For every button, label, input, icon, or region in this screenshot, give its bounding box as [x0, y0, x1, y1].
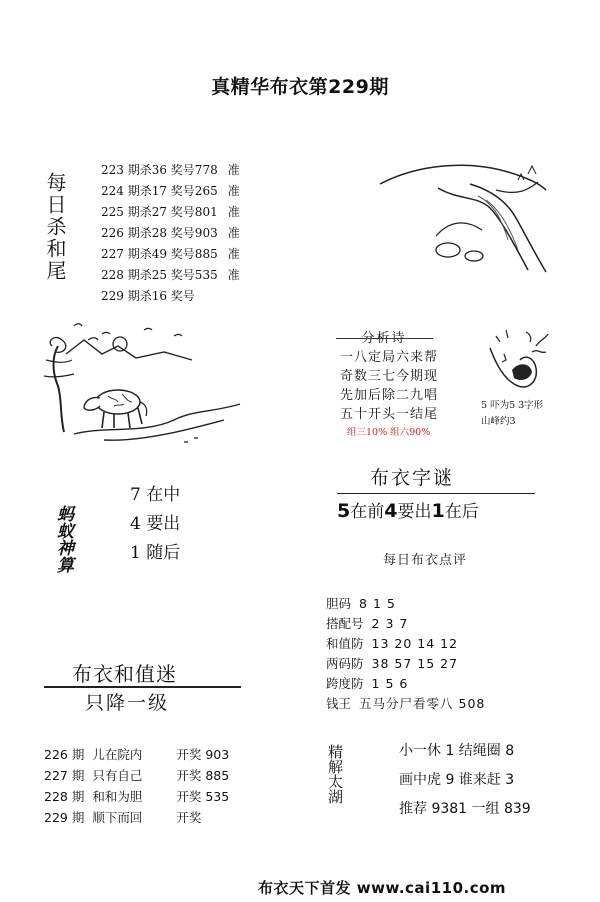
list-item: 224 期杀17 奖号265 准	[101, 184, 240, 198]
daily-review-title: 每日布衣点评	[383, 553, 468, 568]
buffalo-landscape-image	[44, 316, 244, 446]
ant-calc-list	[130, 481, 180, 568]
list-item: 4 要出	[130, 514, 181, 534]
taihu-list	[399, 737, 531, 824]
list-item: 小一休 1 结绳圈 8	[399, 743, 515, 759]
list-item: 两码防 38 57 15 27	[326, 656, 459, 671]
poem-line: 一八定局六来帮	[340, 350, 439, 365]
river-sketch-image	[378, 160, 550, 278]
riddle-divider	[337, 493, 535, 494]
list-item: 搭配号 2 3 7	[326, 616, 409, 631]
list-item: 胆码 8 1 5	[326, 596, 396, 611]
kill-tail-label: 每日杀和尾	[43, 172, 67, 282]
list-item: 钱王 五马分尸看零八 508	[326, 696, 486, 711]
list-item: 和值防 13 20 14 12	[326, 636, 459, 651]
poem-line: 五十开头一结尾	[340, 407, 439, 422]
kill-tail-list	[101, 160, 240, 307]
list-item: 228 期杀25 奖号535 准	[101, 268, 240, 282]
list-item: 228 期 和和为胆 开奖 535	[44, 789, 230, 804]
riddle-text: 5在前4要出1在后	[337, 500, 479, 522]
riddle-title: 布衣字谜	[370, 467, 455, 489]
sum-riddle-title: 布衣和值迷	[72, 662, 177, 686]
page-title: 真精华布衣第229期	[211, 76, 389, 98]
analysis-poem-title: 分析诗	[361, 331, 407, 346]
group-percent-note: 组三10% 组六90%	[347, 427, 431, 438]
list-item: 推荐 9381 一组 839	[399, 801, 531, 817]
list-item: 223 期杀36 奖号778 准	[101, 163, 240, 177]
list-item: 229 期杀16 奖号	[101, 289, 195, 303]
list-item: 227 期 只有自己 开奖 885	[44, 768, 230, 783]
list-item: 1 随后	[130, 543, 181, 563]
list-item: 227 期杀49 奖号885 准	[101, 247, 240, 261]
list-item: 229 期 顺下而回 开奖	[44, 810, 202, 825]
bird-branch-image	[486, 326, 548, 398]
sum-riddle-history	[44, 744, 229, 828]
bird-note: 5 吓为5 3字形 山峰约3	[481, 400, 544, 427]
list-item: 7 在中	[130, 485, 181, 505]
list-item: 226 期 儿在院内 开奖 903	[44, 747, 230, 762]
list-item: 225 期杀27 奖号801 准	[101, 205, 240, 219]
footer-link[interactable]: 布衣天下首发 www.cai110.com	[258, 879, 507, 897]
list-item: 226 期杀28 奖号903 准	[101, 226, 240, 240]
list-item: 画中虎 9 谁来赶 3	[399, 772, 515, 788]
ant-calc-label: 蚂蚁神算	[53, 505, 73, 573]
poem-line: 先加后除二九唱	[340, 388, 439, 403]
taihu-label: 精解太湖	[326, 744, 344, 804]
poem-line: 奇数三七今期现	[340, 369, 439, 384]
analysis-poem-lines	[340, 348, 438, 424]
daily-review-list	[326, 594, 485, 714]
sum-riddle-subtitle: 只降一级	[85, 692, 170, 714]
list-item: 跨度防 1 5 6	[326, 676, 409, 691]
poem-divider	[336, 338, 433, 339]
